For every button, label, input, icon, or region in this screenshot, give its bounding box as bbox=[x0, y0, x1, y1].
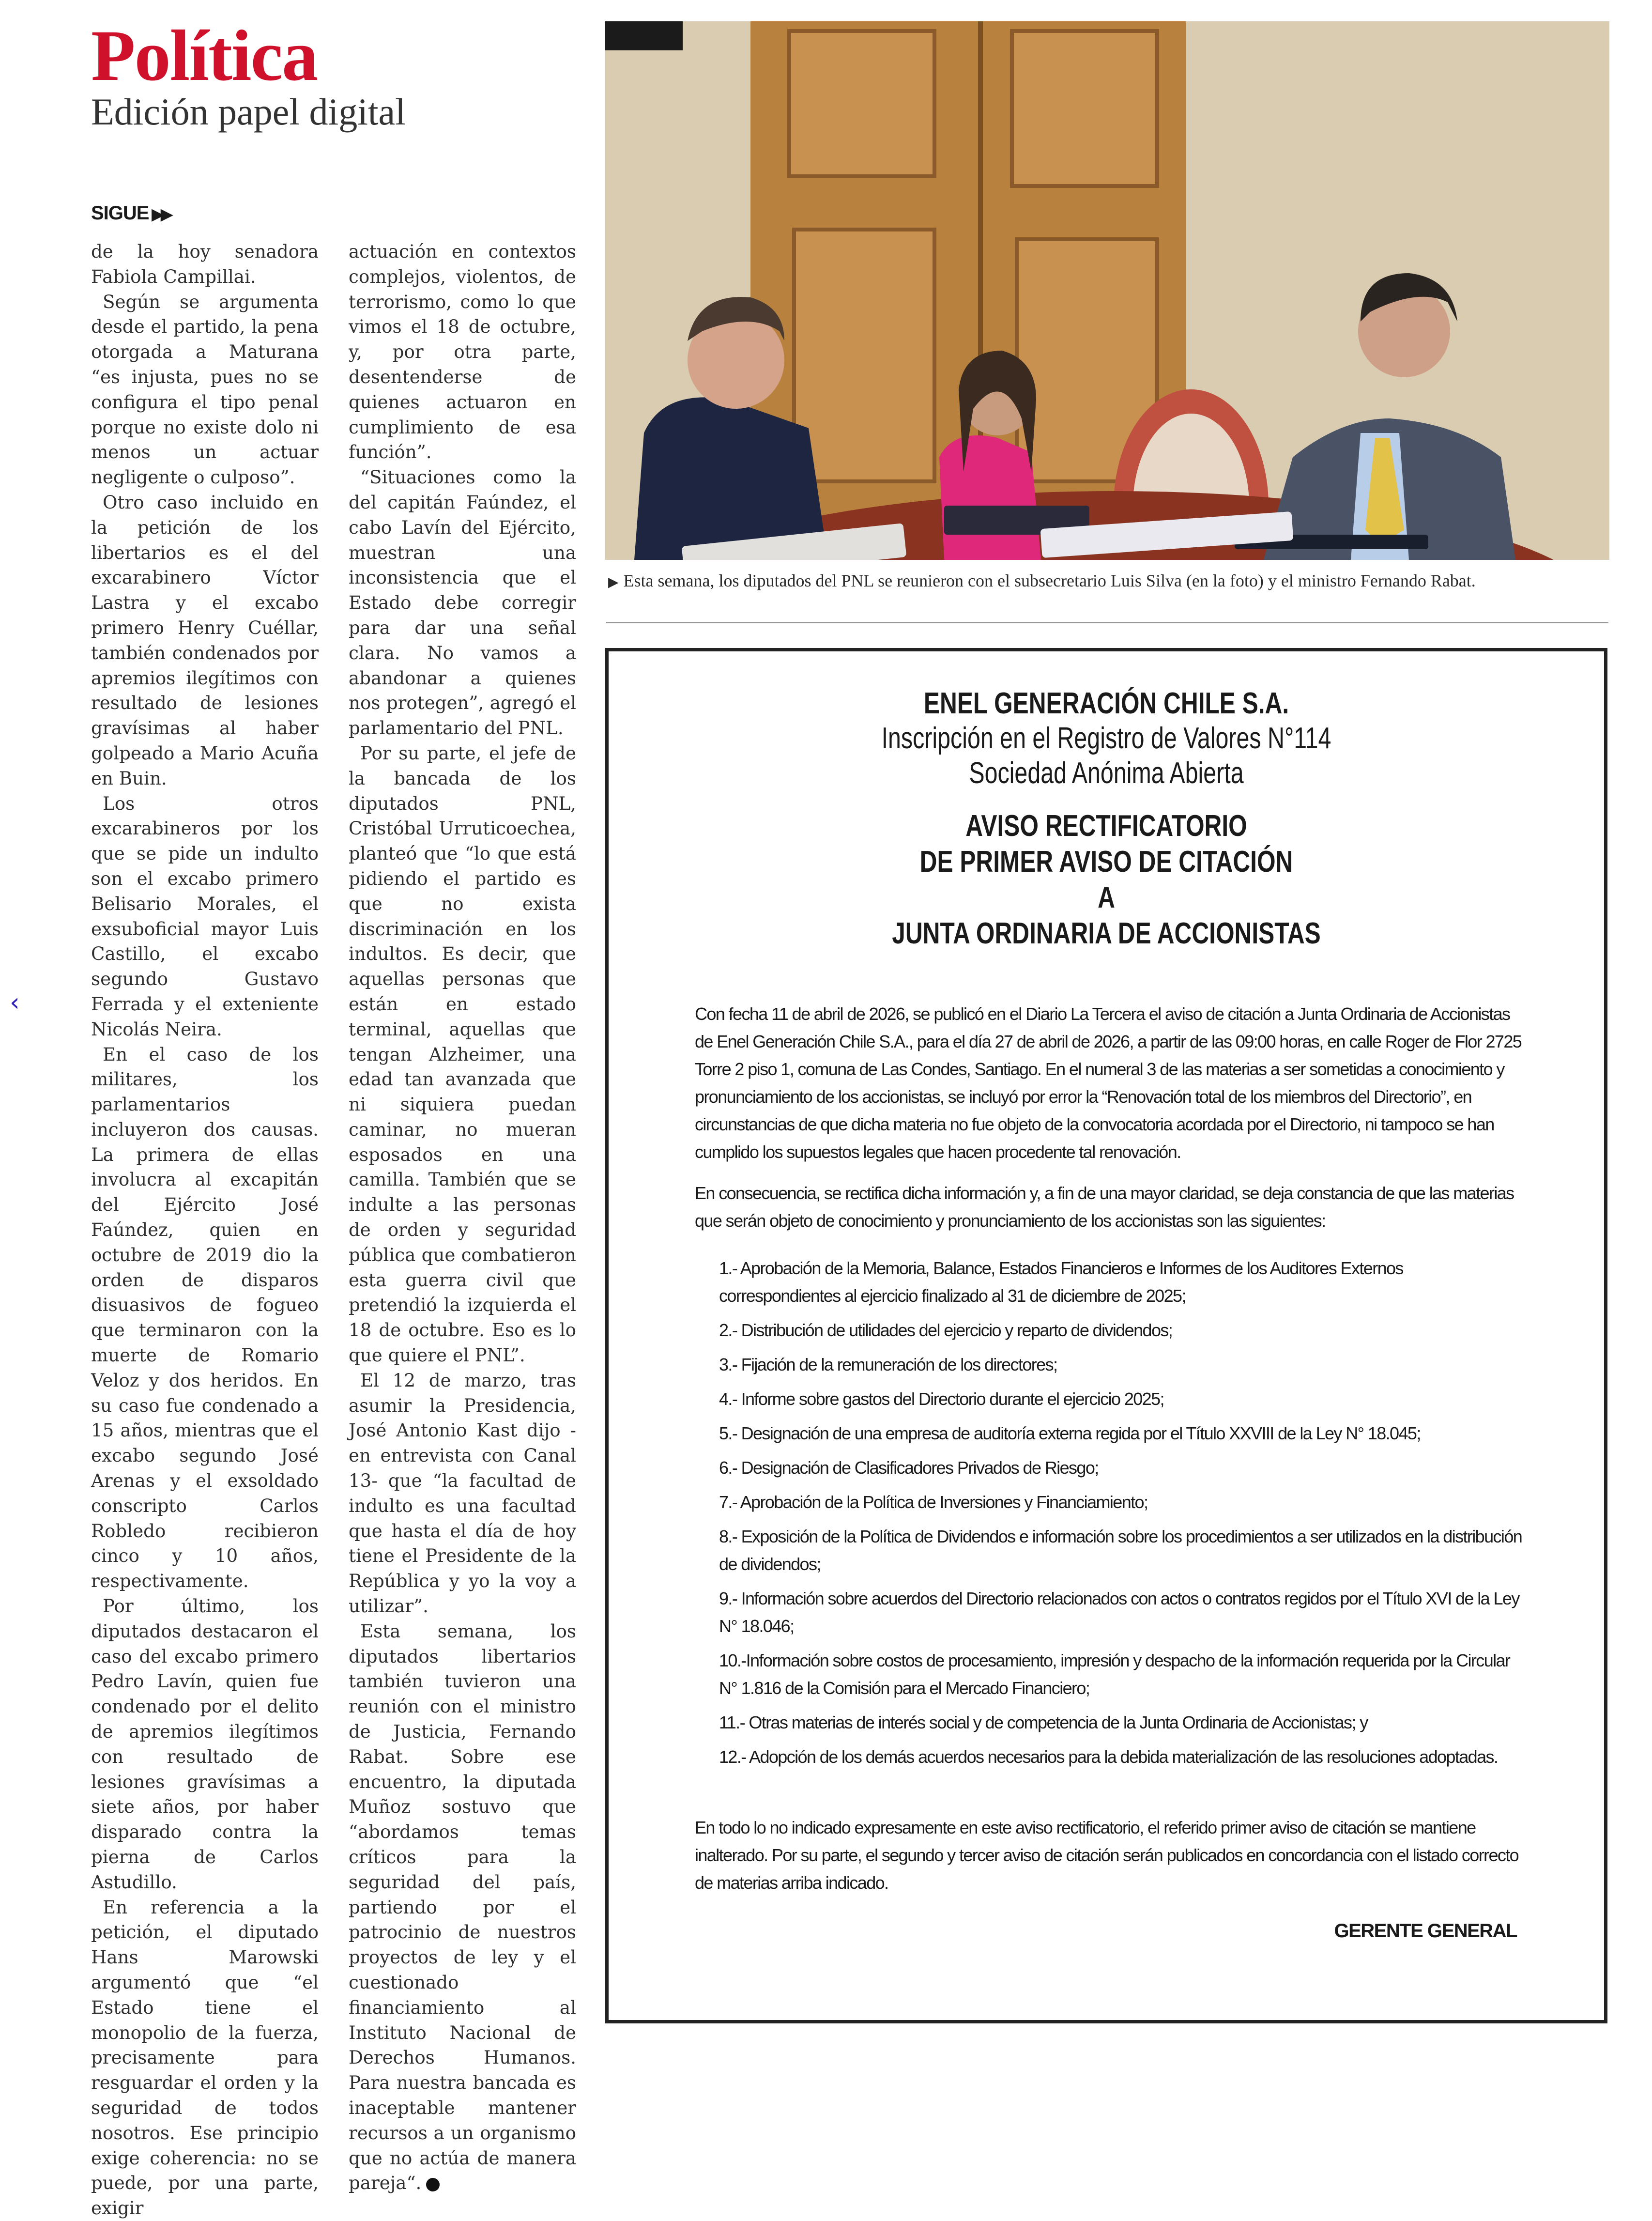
continued-text: SIGUE bbox=[91, 202, 149, 224]
agenda-item: 11.- Otras materias de interés social y de competencia de la Junta Ordinaria de Accionistas; y bbox=[719, 1712, 1368, 1732]
article-paragraph-final bbox=[349, 1619, 576, 2196]
agenda-item: 1.- Aprobación de la Memoria, Balance, Estados Financieros e Informes de los Auditores Externos correspondientes al ejercicio finalizado al 31 de diciembre de 2025; bbox=[719, 1258, 1403, 1306]
caption-triangle-icon: ▶ bbox=[608, 574, 619, 590]
agenda-item: 8.- Exposición de la Política de Dividendos e información sobre los procedimientos a ser utilizados en la distribución de dividendos; bbox=[719, 1527, 1522, 1574]
meeting-photo bbox=[605, 21, 1609, 560]
edition-subtitle: Edición papel digital bbox=[91, 91, 406, 133]
notice-title-line: JUNTA ORDINARIA DE ACCIONISTAS bbox=[892, 917, 1321, 950]
company-type: Sociedad Anónima Abierta bbox=[969, 756, 1244, 790]
article-paragraph: “Situaciones como la del capitán Faúndez, el cabo Lavín del Ejército, muestran una inconsistencia que el Estado debe corregir para dar una señal clara. No vamos a abandonar a quienes nos protegen”, agregó el parlamentario del PNL. bbox=[349, 466, 576, 739]
shareholders-notice bbox=[605, 648, 1607, 2023]
agenda-item: 4.- Informe sobre gastos del Directorio durante el ejercicio 2025; bbox=[719, 1389, 1164, 1409]
meeting-photo-illustration bbox=[605, 21, 1609, 560]
article-paragraph: Según se argumenta desde el partido, la pena otorgada a Maturana “es injusta, pues no se configura el tipo penal porque no existe dolo ni menos un actuar negligente o culposo”. bbox=[91, 291, 319, 488]
signature: GERENTE GENERAL bbox=[1334, 1920, 1517, 1942]
article-paragraph: Los otros excarabineros por los que se pide un indulto son el excabo primero Belisario Morales, el exsuboficial mayor Luis Castillo, el excabo segundo Gustavo Ferrada y el exteniente Nicolás Neira. bbox=[91, 792, 319, 1040]
agenda-item: 3.- Fijación de la remuneración de los directores; bbox=[719, 1355, 1057, 1374]
article-paragraph: Por último, los diputados destacaron el caso del excabo primero Pedro Lavín, quien fue condenado por el delito de apremios ilegítimos con resultado de lesiones gravísimas a siete años, por haber disparado contra la pierna de Carlos Astudillo. bbox=[91, 1595, 319, 1893]
article-paragraph: Por su parte, el jefe de la bancada de los diputados PNL, Cristóbal Urruticoechea, planteó que “lo que está pidiendo el partido es que no exista discriminación en los indultos. Es decir, que aquellas personas que están en estado terminal, aquellas que tengan Alzheimer, una edad tan avanzada que ni siquiera puedan caminar, no mueran esposados en una camilla. También que se indulte a las personas de orden y seguridad pública que combatieron esta guerra civil que pretendió la izquierda el 18 de octubre. Eso es lo que quiere el PNL”. bbox=[349, 742, 576, 1366]
agenda-item: 7.- Aprobación de la Política de Inversiones y Financiamiento; bbox=[719, 1492, 1148, 1512]
agenda-item: 10.-Información sobre costos de procesamiento, impresión y despacho de la información requerida por la Circular N° 1.816 de la Comisión para el Mercado Financiero; bbox=[719, 1650, 1510, 1698]
notice-title-line: AVISO RECTIFICATORIO bbox=[965, 809, 1247, 843]
company-name: ENEL GENERACIÓN CHILE S.A. bbox=[923, 687, 1289, 720]
previous-page-chevron-icon[interactable]: ‹ bbox=[10, 988, 20, 1017]
article-column-2 bbox=[349, 239, 576, 2196]
article-paragraph: En referencia a la petición, el diputado Hans Marowski argumentó que “el Estado tiene el monopolio de la fuerza, precisamente para resguardar el orden y la seguridad de todos nosotros. Ese principio exige coherencia: no se puede, por una parte, exigir bbox=[91, 1896, 319, 2219]
registry-line: Inscripción en el Registro de Valores N°114 bbox=[881, 722, 1331, 755]
end-of-article-dot-icon bbox=[426, 2178, 440, 2191]
article-text: Esta semana, los diputados libertarios también tuvieron una reunión con el ministro de Justicia, Fernando Rabat. Sobre ese encuentro, la diputada Muñoz sostuvo que “abordamos temas críticos para la seguridad del país, partiendo por el patrocinio de nuestros proyectos de ley y el cuestionado financiamiento al Instituto Nacional de Derechos Humanos. Para nuestra bancada es inaceptable mantener recursos a un organismo que no actúa de manera pareja“. bbox=[349, 1620, 576, 2194]
agenda-item: 12.- Adopción de los demás acuerdos necesarios para la debida materialización de las resoluciones adoptadas. bbox=[719, 1747, 1498, 1767]
agenda-item: 2.- Distribución de utilidades del ejercicio y reparto de dividendos; bbox=[719, 1320, 1173, 1340]
horizontal-divider bbox=[606, 622, 1608, 623]
section-title: Política bbox=[91, 15, 318, 96]
notice-header bbox=[609, 686, 1604, 952]
notice-paragraph-3: En todo lo no indicado expresamente en este aviso rectificatorio, el referido primer aviso de citación se mantiene inalterado. Por su parte, el segundo y tercer aviso de citación serán publicados en concordancia con el listado correcto de materias arriba indicado. bbox=[695, 1818, 1519, 1893]
continued-label bbox=[91, 202, 170, 224]
article-paragraph: En el caso de los militares, los parlamentarios incluyeron dos causas. La primera de ellas involucra al excapitán del Ejército José Faúndez, quien en octubre de 2019 dio la orden de disparos disuasivos de fogueo que terminaron con la muerte de Romario Veloz y dos heridos. En su caso fue condenado a 15 años, mientras que el excabo segundo José Arenas y el exsoldado conscripto Carlos Robledo recibieron cinco y 10 años, respectivamente. bbox=[91, 1043, 319, 1592]
agenda-item: 9.- Información sobre acuerdos del Directorio relacionados con actos o contratos regidos por el Título XVI de la Ley N° 18.046; bbox=[719, 1589, 1519, 1636]
article-column-1 bbox=[91, 239, 319, 2221]
agenda-item: 6.- Designación de Clasificadores Privados de Riesgo; bbox=[719, 1458, 1099, 1478]
article-paragraph: de la hoy senadora Fabiola Campillai. bbox=[91, 241, 319, 287]
photo-caption bbox=[608, 571, 1610, 591]
article-paragraph: actuación en contextos complejos, violentos, de terrorismo, como lo que vimos el 18 de octubre, y, por otra parte, desentenderse de quienes actuaron en cumplimiento de esa función”. bbox=[349, 241, 576, 463]
notice-paragraph-2: En consecuencia, se rectifica dicha información y, a fin de una mayor claridad, se deja constancia de que las materias que serán objeto de conocimiento y pronunciamiento de los accionistas son las siguientes: bbox=[695, 1183, 1514, 1231]
article-paragraph: Otro caso incluido en la petición de los libertarios es el del excarabinero Víctor Lastra y el excabo primero Henry Cuéllar, también condenados por apremios ilegítimos con resultado de lesiones gravísimas al haber golpeado a Mario Acuña en Buin. bbox=[91, 491, 319, 789]
notice-paragraph-1: Con fecha 11 de abril de 2026, se publicó en el Diario La Tercera el aviso de citación a Junta Ordinaria de Accionistas de Enel Generación Chile S.A., para el día 27 de abril de 2026, a partir de las 09:00 horas, en calle Roger de Flor 2725 Torre 2 piso 1, comuna de Las Condes, Santiago. En el numeral 3 de las materias a ser sometidas a conocimiento y pronunciamiento de los accionistas, se incluyó por error la “Renovación total de los miembros del Directorio”, en circunstancias de que dicha materia no fue objeto de la convocatoria acordada por el Directorio, ni tampoco se han cumplido los supuestos legales que hacen procedente tal renovación. bbox=[695, 1004, 1522, 1162]
agenda-list bbox=[719, 1254, 1523, 1777]
masthead bbox=[91, 15, 406, 134]
notice-title-line: A bbox=[1098, 881, 1115, 914]
double-arrow-icon: ▶▶ bbox=[152, 205, 170, 223]
notice-title-line: DE PRIMER AVISO DE CITACIÓN bbox=[919, 845, 1293, 879]
agenda-item: 5.- Designación de una empresa de auditoría externa regida por el Título XXVIII de la Ley N° 18.045; bbox=[719, 1423, 1421, 1443]
caption-text: Esta semana, los diputados del PNL se reunieron con el subsecretario Luis Silva (en la foto) y el ministro Fernando Rabat. bbox=[623, 571, 1476, 590]
article-paragraph: El 12 de marzo, tras asumir la Presidencia, José Antonio Kast dijo -en entrevista con Canal 13- que “la facultad de indulto es una facultad que hasta el día de hoy tiene el Presidente de la República y yo la voy a utilizar”. bbox=[349, 1369, 576, 1617]
